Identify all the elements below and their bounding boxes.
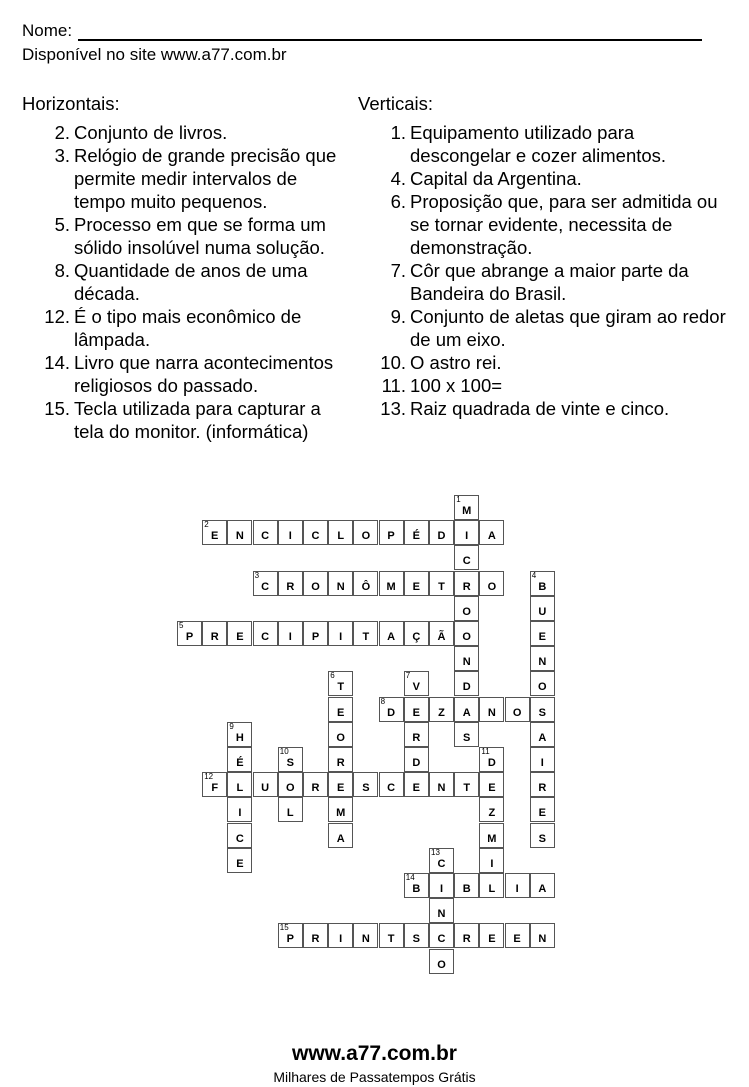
grid-cell[interactable] (328, 621, 353, 646)
grid-cell[interactable] (278, 923, 303, 948)
grid-cell[interactable] (454, 621, 479, 646)
cell-letter: C (261, 631, 270, 643)
cell-letter: R (462, 933, 471, 946)
cell-letter: L (337, 530, 345, 543)
cell-letter: E (488, 782, 496, 795)
grid-cell[interactable] (303, 571, 328, 596)
grid-cell[interactable] (479, 772, 504, 797)
cell-letter: S (538, 832, 546, 845)
grid-cell[interactable] (530, 671, 555, 696)
cell-letter: D (487, 757, 496, 769)
cell-letter: I (439, 883, 444, 895)
cell-letter: E (337, 782, 345, 795)
cell-letter: O (311, 580, 320, 593)
grid-cell[interactable] (454, 596, 479, 621)
grid-cell[interactable] (404, 671, 429, 696)
cell-letter: É (236, 757, 244, 769)
clue-number: 5 (179, 621, 184, 630)
grid-cell[interactable] (379, 697, 404, 722)
grid-cell[interactable] (454, 671, 479, 696)
cell-letter: M (336, 807, 346, 820)
grid-cell[interactable] (202, 520, 227, 545)
clue-number: 3 (254, 570, 260, 580)
cell-letter: A (336, 832, 345, 845)
grid-cell[interactable] (227, 772, 252, 797)
grid-cell[interactable] (429, 621, 454, 646)
grid-cell[interactable] (429, 873, 454, 898)
grid-cell[interactable] (328, 520, 353, 545)
cell-letter: M (462, 505, 472, 517)
grid-cell[interactable] (227, 797, 252, 822)
clue-item: 7. Côr que abrange a maior parte da Bandeira do Brasil. (390, 260, 689, 304)
cell-letter: Z (438, 706, 445, 719)
grid-cell[interactable] (379, 772, 404, 797)
grid-cell[interactable] (505, 873, 530, 898)
cell-letter: N (437, 908, 446, 921)
cell-letter: E (236, 631, 244, 643)
clue-number: 12 (204, 772, 214, 782)
grid-cell[interactable] (429, 923, 454, 948)
cell-letter: I (339, 933, 343, 946)
clue-item: 11. 100 x 100= (381, 375, 503, 396)
cell-letter: A (538, 883, 547, 895)
grid-cell[interactable] (479, 520, 504, 545)
grid-cell[interactable] (328, 697, 353, 722)
cell-letter: E (513, 933, 521, 946)
grid-cell[interactable] (454, 697, 479, 722)
grid-cell[interactable] (278, 772, 303, 797)
clue-number: 8 (380, 696, 386, 706)
clue-number: 14 (405, 873, 415, 882)
cell-letter: C (235, 832, 244, 845)
cell-letter: D (437, 530, 446, 543)
grid-cell[interactable] (379, 923, 404, 948)
cell-letter: B (538, 580, 547, 593)
grid-cell[interactable] (429, 772, 454, 797)
cell-letter: T (438, 580, 445, 593)
cell-letter: O (487, 580, 497, 593)
cell-letter: I (465, 530, 469, 543)
cell-letter: R (412, 731, 421, 744)
cell-letter: N (538, 656, 547, 669)
grid-cell[interactable] (227, 520, 252, 545)
cell-letter: R (311, 933, 320, 946)
grid-cell[interactable] (253, 772, 278, 797)
grid-cell[interactable] (454, 646, 479, 671)
grid-cell[interactable] (227, 621, 252, 646)
cell-letter: O (538, 681, 547, 694)
cell-letter: F (211, 782, 219, 795)
cell-letter: O (462, 631, 471, 643)
cell-letter: R (286, 580, 295, 593)
grid-cell[interactable] (530, 596, 555, 621)
grid-cell[interactable] (353, 772, 378, 797)
cell-letter: C (311, 530, 320, 543)
cell-letter: É (412, 530, 420, 543)
cell-letter: R (210, 631, 219, 643)
grid-cell[interactable] (278, 797, 303, 822)
grid-cell[interactable] (353, 571, 378, 596)
grid-cell[interactable] (530, 722, 555, 747)
grid-cell[interactable] (177, 621, 202, 646)
grid-cell[interactable] (404, 571, 429, 596)
clue-number: 1 (456, 495, 461, 504)
clue-number: 6 (330, 671, 335, 681)
clue-number: 2 (204, 520, 209, 530)
grid-cell[interactable] (328, 823, 353, 848)
grid-cell[interactable] (404, 873, 429, 898)
cell-letter: E (412, 782, 420, 795)
cell-letter: C (437, 933, 446, 946)
cell-letter: E (538, 807, 546, 820)
cell-letter: S (362, 782, 370, 795)
grid-cell[interactable] (429, 520, 454, 545)
grid-cell[interactable] (328, 797, 353, 822)
cell-letter: O (437, 958, 446, 971)
grid-cell[interactable] (454, 873, 479, 898)
grid-cell[interactable] (328, 722, 353, 747)
cell-letter: Ç (412, 631, 421, 643)
name-label: Nome: (22, 21, 73, 40)
cell-letter: S (538, 706, 546, 719)
grid-cell[interactable] (328, 671, 353, 696)
cell-letter: C (261, 580, 270, 593)
grid-cell[interactable] (429, 848, 454, 873)
grid-cell[interactable] (530, 873, 555, 898)
clue-item: 12. É o tipo mais econômico de lâmpada. (44, 306, 302, 350)
grid-cell[interactable] (303, 772, 328, 797)
grid-cell[interactable] (479, 823, 504, 848)
cell-letter: R (462, 580, 471, 593)
cell-letter: I (288, 530, 292, 543)
clue-item: 1. Equipamento utilizado para descongelar e cozer alimentos. (390, 122, 667, 166)
cell-letter: D (387, 706, 396, 719)
cell-letter: N (437, 782, 446, 795)
grid-cell[interactable] (454, 495, 479, 520)
grid-cell[interactable] (379, 571, 404, 596)
clue-item: 5. Processo em que se forma um sólido insolúvel numa solução. (54, 214, 326, 258)
cell-letter: I (490, 857, 494, 870)
cell-letter: I (238, 807, 242, 820)
grid-cell[interactable] (303, 520, 328, 545)
grid-cell[interactable] (404, 747, 429, 772)
grid-cell[interactable] (429, 898, 454, 923)
grid-cell[interactable] (454, 520, 479, 545)
clue-item: 14. Livro que narra acontecimentos religiosos do passado. (44, 352, 334, 396)
grid-cell[interactable] (253, 621, 278, 646)
cell-letter: S (286, 757, 294, 769)
clue-number: 7 (405, 671, 411, 681)
grid-cell[interactable] (202, 772, 227, 797)
grid-cell[interactable] (404, 621, 429, 646)
grid-cell[interactable] (479, 923, 504, 948)
cell-letter: P (185, 631, 194, 643)
grid-cell[interactable] (253, 571, 278, 596)
cell-letter: E (412, 706, 420, 719)
cell-letter: I (540, 757, 544, 769)
cell-letter: D (462, 681, 471, 694)
clue-item: 9. Conjunto de aletas que giram ao redor de um eixo. (390, 306, 726, 350)
cell-letter: O (512, 706, 522, 719)
grid-cell[interactable] (479, 571, 504, 596)
clue-number: 11 (481, 747, 490, 756)
grid-cell[interactable] (479, 873, 504, 898)
grid-cell[interactable] (202, 621, 227, 646)
cell-letter: V (412, 681, 420, 694)
grid-cell[interactable] (379, 621, 404, 646)
cell-letter: B (412, 883, 421, 895)
grid-cell[interactable] (227, 722, 252, 747)
cell-letter: R (311, 782, 320, 795)
clue-number: 15 (279, 923, 289, 933)
cell-letter: S (412, 933, 420, 946)
cell-letter: R (336, 757, 345, 769)
grid-cell[interactable] (479, 848, 504, 873)
grid-cell[interactable] (404, 923, 429, 948)
cell-letter: P (286, 933, 294, 946)
grid-cell[interactable] (479, 697, 504, 722)
cell-letter: Ã (437, 631, 446, 643)
cell-letter: E (488, 933, 496, 946)
cell-letter: A (487, 530, 496, 543)
cell-letter: I (339, 631, 343, 643)
grid-cell[interactable] (530, 772, 555, 797)
cell-letter: C (462, 555, 471, 568)
cell-letter: N (462, 656, 471, 669)
cell-letter: O (336, 731, 345, 744)
cell-letter: T (463, 782, 471, 795)
cell-letter: C (437, 857, 446, 870)
cell-letter: D (412, 757, 421, 769)
grid-cell[interactable] (530, 823, 555, 848)
cell-letter: A (462, 706, 471, 719)
grid-cell[interactable] (227, 823, 252, 848)
grid-cell[interactable] (479, 747, 504, 772)
grid-cell[interactable] (303, 923, 328, 948)
cell-letter: T (337, 681, 345, 694)
grid-cell[interactable] (353, 520, 378, 545)
grid-cell[interactable] (379, 520, 404, 545)
grid-cell[interactable] (479, 797, 504, 822)
cell-letter: P (387, 530, 395, 543)
grid-cell[interactable] (404, 722, 429, 747)
grid-cell[interactable] (505, 697, 530, 722)
grid-cell[interactable] (303, 621, 328, 646)
grid-cell[interactable] (530, 923, 555, 948)
cell-letter: E (412, 580, 420, 593)
cell-letter: A (387, 631, 396, 643)
grid-cell[interactable] (530, 697, 555, 722)
grid-cell[interactable] (429, 697, 454, 722)
grid-cell[interactable] (429, 949, 454, 974)
clue-item: 10. O astro rei. (380, 352, 502, 373)
grid-cell[interactable] (353, 923, 378, 948)
cell-letter: M (386, 580, 396, 593)
grid-cell[interactable] (227, 747, 252, 772)
cell-letter: N (361, 933, 370, 946)
grid-cell[interactable] (429, 571, 454, 596)
grid-cell[interactable] (278, 520, 303, 545)
grid-cell[interactable] (227, 848, 252, 873)
cell-letter: Z (488, 807, 496, 820)
cell-letter: A (538, 731, 547, 744)
cell-letter: M (487, 832, 497, 845)
grid-cell[interactable] (454, 571, 479, 596)
grid-cell[interactable] (530, 571, 555, 596)
grid-cell[interactable] (353, 621, 378, 646)
footer-tagline: Milhares de Passatempos Grátis (273, 1069, 476, 1085)
grid-cell[interactable] (278, 621, 303, 646)
cell-letter: P (311, 631, 320, 643)
cell-letter: U (538, 605, 547, 618)
clue-item: 2. Conjunto de livros. (54, 122, 228, 143)
site-line: Disponível no site www.a77.com.br (22, 45, 287, 64)
grid-cell[interactable] (278, 571, 303, 596)
grid-cell[interactable] (530, 621, 555, 646)
vertical-title: Verticais: (358, 93, 434, 114)
cell-letter: E (236, 857, 244, 870)
cell-letter: E (538, 631, 546, 643)
cell-letter: T (387, 933, 395, 946)
grid-cell[interactable] (328, 747, 353, 772)
grid-cell[interactable] (530, 747, 555, 772)
clue-item: 13. Raiz quadrada de vinte e cinco. (380, 398, 670, 419)
grid-cell[interactable] (328, 772, 353, 797)
cell-letter: R (538, 782, 547, 795)
grid-cell[interactable] (328, 571, 353, 596)
clue-number: 4 (531, 570, 537, 580)
cell-letter: N (487, 706, 496, 719)
cell-letter: I (515, 883, 519, 895)
cell-letter: U (261, 782, 270, 795)
grid-cell[interactable] (454, 772, 479, 797)
footer-site: www.a77.com.br (292, 1042, 457, 1065)
cell-letter: L (236, 782, 244, 795)
clue-item: 6. Proposição que, para ser admitida ou se tornar evidente, necessita de demonstração. (390, 191, 718, 258)
clue-number: 9 (229, 721, 234, 731)
grid-cell[interactable] (530, 797, 555, 822)
clue-number: 10 (279, 747, 289, 756)
grid-cell[interactable] (328, 923, 353, 948)
horizontal-title: Horizontais: (22, 93, 120, 114)
cell-letter: O (361, 530, 371, 543)
cell-letter: Ô (361, 580, 371, 593)
cell-letter: O (286, 782, 295, 795)
grid-cell[interactable] (404, 520, 429, 545)
cell-letter: B (462, 883, 471, 895)
grid-cell[interactable] (454, 923, 479, 948)
cell-letter: E (211, 530, 219, 543)
cell-letter: I (288, 631, 292, 643)
clue-item: 15. Tecla utilizada para capturar a tela do monitor. (informática) (44, 398, 321, 442)
cell-letter: C (261, 530, 270, 543)
grid-cell[interactable] (454, 545, 479, 570)
grid-cell[interactable] (278, 747, 303, 772)
clue-number: 13 (431, 847, 440, 857)
cell-letter: L (286, 807, 294, 820)
grid-cell[interactable] (454, 722, 479, 747)
grid-cell[interactable] (530, 646, 555, 671)
clue-item: 8. Quantidade de anos de uma década. (54, 260, 308, 304)
grid-cell[interactable] (253, 520, 278, 545)
cell-letter: L (488, 883, 496, 895)
grid-cell[interactable] (505, 923, 530, 948)
cell-letter: C (387, 782, 396, 795)
cell-letter: S (463, 731, 471, 744)
cell-letter: T (362, 631, 370, 643)
cell-letter: E (337, 706, 345, 719)
clue-item: 3. Relógio de grande precisão que permite medir intervalos de tempo muito pequenos. (54, 145, 337, 212)
cell-letter: N (336, 580, 345, 593)
cell-letter: N (538, 933, 547, 946)
cell-letter: N (235, 530, 244, 543)
grid-cell[interactable] (404, 772, 429, 797)
clue-item: 4. Capital da Argentina. (390, 168, 582, 189)
cell-letter: O (462, 605, 471, 618)
grid-cell[interactable] (404, 697, 429, 722)
cell-letter: H (235, 731, 244, 744)
